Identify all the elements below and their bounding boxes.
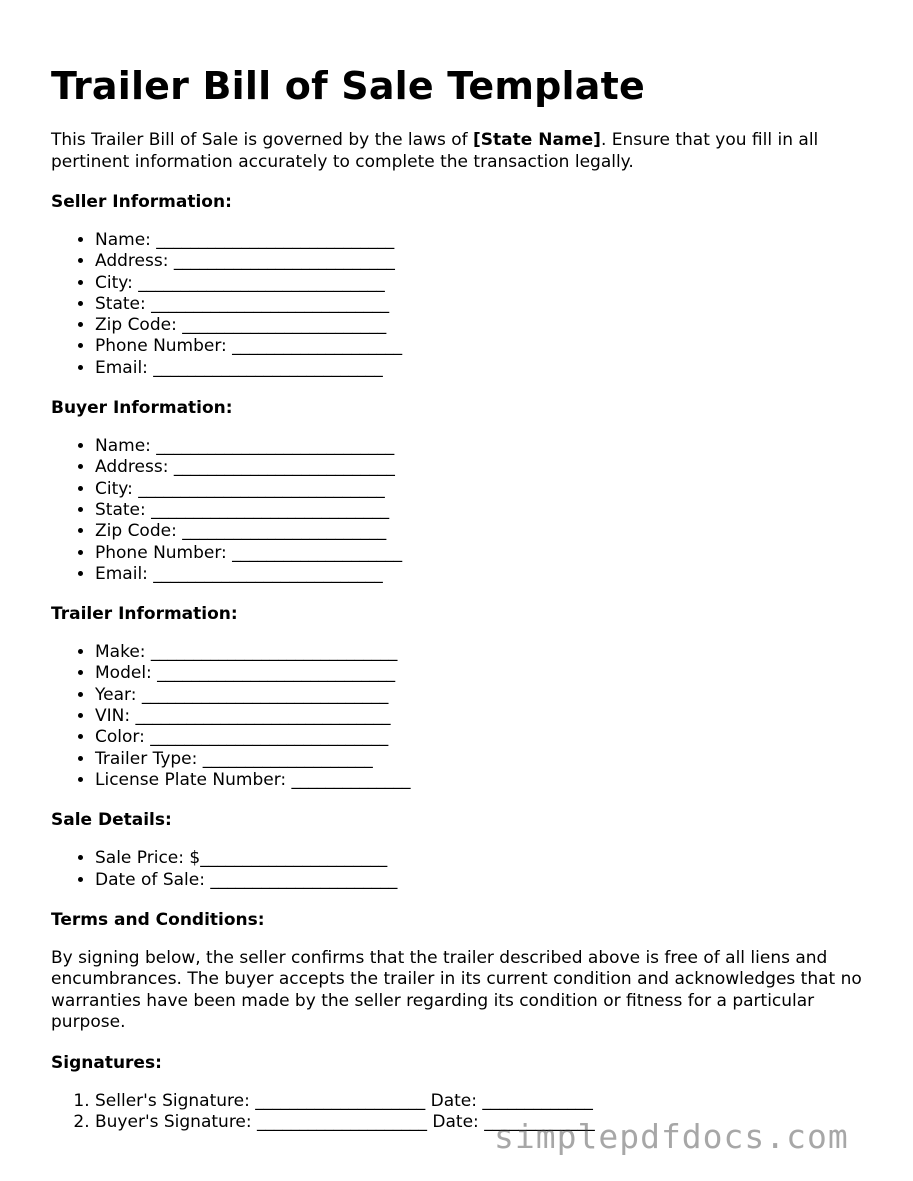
buyer-name-field: • Name: ____________________________ xyxy=(95,436,881,457)
seller-state-field: • State: ____________________________ xyxy=(95,294,881,315)
trailer-color-field: • Color: ____________________________ xyxy=(95,727,881,748)
seller-fields-list xyxy=(51,230,881,379)
seller-section-heading: Seller Information: xyxy=(51,192,232,212)
sale-date-field: • Date of Sale: ______________________ xyxy=(95,870,881,891)
buyer-fields-list xyxy=(51,436,881,585)
watermark: simplepdfdocs.com xyxy=(494,1117,849,1156)
trailer-make-field: • Make: _____________________________ xyxy=(95,642,881,663)
trailer-fields-list xyxy=(51,642,881,791)
buyer-zip-field: • Zip Code: ________________________ xyxy=(95,521,881,542)
trailer-type-field: • Trailer Type: ____________________ xyxy=(95,749,881,770)
seller-phone-field: • Phone Number: ____________________ xyxy=(95,336,881,357)
seller-signature-line: 1. Seller's Signature: ____________________ Date: _____________ xyxy=(95,1091,881,1112)
buyer-email-field: • Email: ___________________________ xyxy=(95,564,881,585)
seller-name-field: • Name: ____________________________ xyxy=(95,230,881,251)
document-page xyxy=(51,62,881,1133)
seller-zip-field: • Zip Code: ________________________ xyxy=(95,315,881,336)
sale-price-field: • Sale Price: $______________________ xyxy=(95,848,881,869)
terms-paragraph: By signing below, the seller confirms that the trailer described above is free of all liens and encumbrances. The buyer accepts the trailer in its current condition and acknowledges that no warranties have been made by the seller regarding its condition or fitness for a particular purpose. xyxy=(51,947,862,1033)
seller-email-field: • Email: ___________________________ xyxy=(95,358,881,379)
sale-fields-list xyxy=(51,848,881,891)
buyer-section-heading: Buyer Information: xyxy=(51,398,233,419)
state-name-placeholder: [State Name] xyxy=(473,130,601,150)
trailer-year-field: • Year: _____________________________ xyxy=(95,685,881,706)
sale-section-heading: Sale Details: xyxy=(51,810,172,831)
intro-text-before: This Trailer Bill of Sale is governed by the laws of xyxy=(51,130,474,150)
seller-city-field: • City: _____________________________ xyxy=(95,273,881,294)
trailer-section-heading: Trailer Information: xyxy=(51,604,238,625)
seller-address-field: • Address: __________________________ xyxy=(95,251,881,272)
intro-text-after: . Ensure that you fill in all pertinent information accurately to complete the transaction legally. xyxy=(51,130,819,172)
page-title: Trailer Bill of Sale Template xyxy=(51,64,645,108)
signatures-section-heading: Signatures: xyxy=(51,1052,162,1073)
trailer-model-field: • Model: ____________________________ xyxy=(95,663,881,684)
trailer-vin-field: • VIN: ______________________________ xyxy=(95,706,881,727)
terms-section-heading: Terms and Conditions: xyxy=(51,909,265,930)
intro-paragraph xyxy=(51,130,881,173)
buyer-signature-line: 2. Buyer's Signature: ____________________ Date: _____________ xyxy=(95,1112,881,1133)
trailer-plate-field: • License Plate Number: ______________ xyxy=(95,770,881,791)
buyer-address-field: • Address: __________________________ xyxy=(95,457,881,478)
buyer-phone-field: • Phone Number: ____________________ xyxy=(95,543,881,564)
buyer-city-field: • City: _____________________________ xyxy=(95,479,881,500)
buyer-state-field: • State: ____________________________ xyxy=(95,500,881,521)
